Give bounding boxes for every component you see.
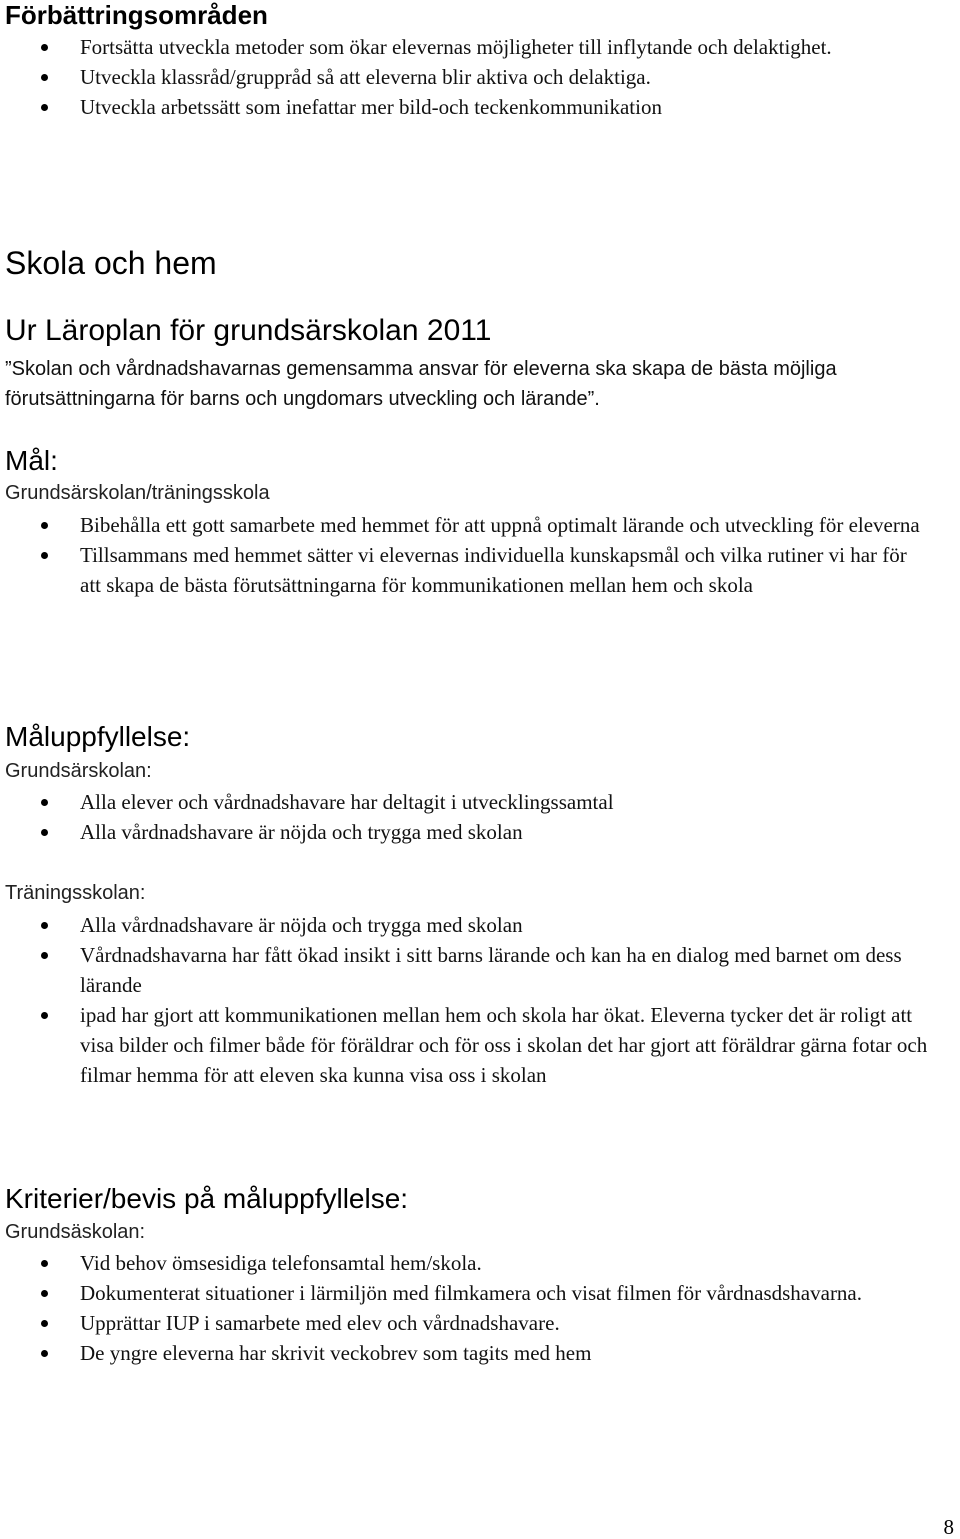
list-item: Vårdnadshavarna har fått ökad insikt i sitt barns lärande och kan ha en dialog med barnet om dess lärande	[0, 940, 930, 1000]
list-item: Alla vårdnadshavare är nöjda och trygga med skolan	[0, 817, 930, 847]
list-item: Utveckla klassråd/gruppråd så att eleverna blir aktiva och delaktiga.	[0, 62, 930, 92]
bullet-icon	[41, 1350, 48, 1357]
list-item: Bibehålla ett gott samarbete med hemmet för att uppnå optimalt lärande och utveckling för eleverna	[0, 510, 930, 540]
list-item: ipad har gjort att kommunikationen mellan hem och skola har ökat. Eleverna tycker det är roligt att visa bilder och filmer både för föräldrar och för oss i skolan det har gjort att föräldrar gärna fotar och filmar hemma för att eleven ska kunna visa oss i skolan	[0, 1000, 930, 1090]
list-item: Dokumenterat situationer i lärmiljön med filmkamera och visat filmen för vårdnasdshavarna.	[0, 1278, 930, 1308]
improvement-heading: Förbättringsområden	[5, 0, 268, 30]
criteria-heading: Kriterier/bevis på måluppfyllelse:	[5, 1183, 409, 1214]
goals-heading: Mål:	[5, 445, 58, 476]
bullet-icon	[41, 1320, 48, 1327]
list-item: Utveckla arbetssätt som inefattar mer bild-och teckenkommunikation	[0, 92, 930, 122]
bullet-icon	[41, 74, 48, 81]
list-item: Tillsammans med hemmet sätter vi elevernas individuella kunskapsmål och vilka rutiner vi har för att skapa de bästa förutsättningarna för kommunikationen mellan hem och skola	[0, 540, 930, 600]
bullet-icon	[41, 799, 48, 806]
bullet-icon	[41, 104, 48, 111]
school-home-heading: Skola och hem	[5, 245, 217, 281]
goals-list	[0, 510, 960, 600]
bullet-icon	[41, 829, 48, 836]
list-item: Vid behov ömsesidiga telefonsamtal hem/skola.	[0, 1248, 930, 1278]
improvement-list	[0, 32, 960, 122]
training-label: Träningsskolan:	[5, 882, 146, 904]
list-item: Alla vårdnadshavare är nöjda och trygga med skolan	[0, 910, 930, 940]
list-item: Fortsätta utveckla metoder som ökar elevernas möjligheter till inflytande och delaktighet.	[0, 32, 930, 62]
grund-label: Grundsärskolan:	[5, 760, 152, 782]
list-item: Alla elever och vårdnadshavare har deltagit i utvecklingssamtal	[0, 787, 930, 817]
grund-list	[0, 787, 960, 847]
page-number: 8	[943, 1515, 954, 1539]
fulfillment-heading: Måluppfyllelse:	[5, 721, 191, 752]
training-list	[0, 910, 960, 1090]
criteria-label: Grundsäskolan:	[5, 1221, 146, 1243]
bullet-icon	[41, 1012, 48, 1019]
bullet-icon	[41, 44, 48, 51]
goals-label: Grundsärskolan/träningsskola	[5, 482, 270, 504]
curriculum-heading: Ur Läroplan för grundsärskolan 2011	[5, 314, 492, 347]
bullet-icon	[41, 522, 48, 529]
bullet-icon	[41, 552, 48, 559]
bullet-icon	[41, 922, 48, 929]
list-item: De yngre eleverna har skrivit veckobrev som tagits med hem	[0, 1338, 930, 1368]
bullet-icon	[41, 1290, 48, 1297]
curriculum-quote: ”Skolan och vårdnadshavarnas gemensamma ansvar för eleverna ska skapa de bästa möjliga förutsättningarna för barns och ungdomars utveckling och lärande”.	[5, 358, 837, 410]
bullet-icon	[41, 1260, 48, 1267]
criteria-list	[0, 1248, 960, 1368]
list-item: Upprättar IUP i samarbete med elev och vårdnadshavare.	[0, 1308, 930, 1338]
bullet-icon	[41, 952, 48, 959]
